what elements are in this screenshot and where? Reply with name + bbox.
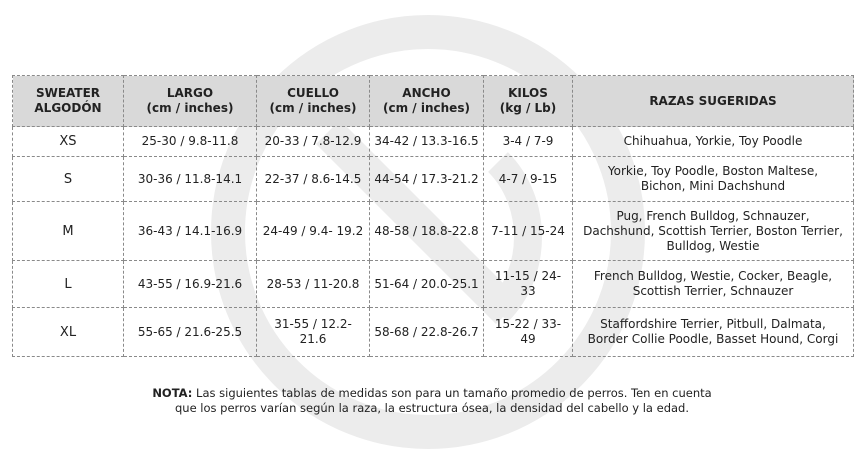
header-kilos: KILOS (kg / Lb): [484, 76, 573, 127]
largo-cell: 36-43 / 14.1-16.9: [124, 202, 257, 261]
razas-cell: Chihuahua, Yorkie, Toy Poodle: [573, 127, 854, 157]
ancho-cell: 48-58 / 18.8-22.8: [370, 202, 484, 261]
size-cell: S: [13, 157, 124, 202]
cuello-cell: 31-55 / 12.2-21.6: [257, 308, 370, 357]
largo-cell: 43-55 / 16.9-21.6: [124, 261, 257, 308]
cuello-cell: 22-37 / 8.6-14.5: [257, 157, 370, 202]
footnote-label: NOTA:: [152, 386, 193, 400]
footnote-line-2: que los perros varían según la raza, la estructura ósea, la densidad del cabello y la edad.: [174, 401, 690, 415]
table-row: [13, 261, 854, 308]
header-cuello: CUELLO (cm / inches): [257, 76, 370, 127]
kilos-cell: 4-7 / 9-15: [484, 157, 573, 202]
size-chart-table: [12, 75, 854, 357]
table-row: [13, 127, 854, 157]
kilos-cell: 11-15 / 24-33: [484, 261, 573, 308]
cuello-cell: 28-53 / 11-20.8: [257, 261, 370, 308]
largo-cell: 25-30 / 9.8-11.8: [124, 127, 257, 157]
size-cell: XS: [13, 127, 124, 157]
kilos-cell: 7-11 / 15-24: [484, 202, 573, 261]
ancho-cell: 44-54 / 17.3-21.2: [370, 157, 484, 202]
footnote-line-1: Las siguientes tablas de medidas son para un tamaño promedio de perros. Ten en cuenta: [192, 386, 712, 400]
header-ancho: ANCHO (cm / inches): [370, 76, 484, 127]
kilos-cell: 15-22 / 33-49: [484, 308, 573, 357]
largo-cell: 30-36 / 11.8-14.1: [124, 157, 257, 202]
size-cell: M: [13, 202, 124, 261]
cuello-cell: 20-33 / 7.8-12.9: [257, 127, 370, 157]
size-cell: XL: [13, 308, 124, 357]
ancho-cell: 34-42 / 13.3-16.5: [370, 127, 484, 157]
size-cell: L: [13, 261, 124, 308]
razas-cell: Yorkie, Toy Poodle, Boston Maltese, Bichon, Mini Dachshund: [573, 157, 854, 202]
table-row: [13, 157, 854, 202]
kilos-cell: 3-4 / 7-9: [484, 127, 573, 157]
ancho-cell: 58-68 / 22.8-26.7: [370, 308, 484, 357]
ancho-cell: 51-64 / 20.0-25.1: [370, 261, 484, 308]
table-row: [13, 202, 854, 261]
razas-cell: French Bulldog, Westie, Cocker, Beagle, Scottish Terrier, Schnauzer: [573, 261, 854, 308]
razas-cell: Staffordshire Terrier, Pitbull, Dalmata, Border Collie Poodle, Basset Hound, Corgi: [573, 308, 854, 357]
header-sweater: SWEATER ALGODÓN: [13, 76, 124, 127]
footnote: [0, 386, 864, 416]
largo-cell: 55-65 / 21.6-25.5: [124, 308, 257, 357]
table-row: [13, 308, 854, 357]
cuello-cell: 24-49 / 9.4- 19.2: [257, 202, 370, 261]
table-header-row: [13, 76, 854, 127]
header-razas: RAZAS SUGERIDAS: [573, 76, 854, 127]
header-largo: LARGO (cm / inches): [124, 76, 257, 127]
razas-cell: Pug, French Bulldog, Schnauzer, Dachshund, Scottish Terrier, Boston Terrier, Bulldog, Westie: [573, 202, 854, 261]
